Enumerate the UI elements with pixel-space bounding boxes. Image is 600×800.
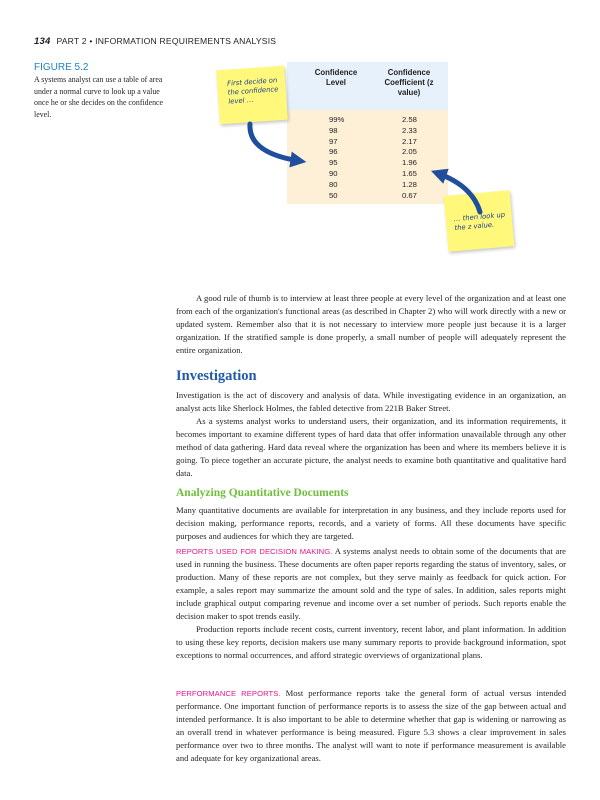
table-body bbox=[287, 115, 448, 201]
column-header-confidence-level: Confidence Level bbox=[314, 68, 358, 87]
table-cell: 99% bbox=[329, 115, 345, 124]
paragraph-interview-rule: A good rule of thumb is to interview at least three people at every level of the organization and at least one from each of the organization's functional areas (as described in Chapter 2) who will work directly with a new or updated system. Remember also that it is not necessary to interview more people just because it is a larger organization. If the stratified sample is done properly, a small number of people will adequately represent the entire organization. bbox=[176, 293, 566, 356]
table-cell: 0.67 bbox=[402, 190, 417, 200]
table-cell: 80 bbox=[329, 179, 338, 189]
paragraph-decision-reports-text: A systems analyst needs to obtain some of the documents that are used in running the business. These documents are often paper reports regarding the status of inventory, sales, or production. Many of these reports are not complex, but they serve mainly as feedback for quick action. For example, a sales report may summarize the amount sold and the type of sales. In addition, sales reports might include graphical output comparing revenue and income over a set number of periods. Such reports enable the decision maker to spot trends easily. bbox=[176, 546, 566, 622]
table-cell: 97 bbox=[329, 136, 338, 146]
table-row bbox=[287, 180, 448, 191]
table-cell: 98 bbox=[329, 125, 338, 135]
table-cell: 96 bbox=[329, 147, 338, 157]
run-in-heading-decision-reports: REPORTS USED FOR DECISION MAKING. bbox=[176, 547, 333, 556]
paragraph-decision-reports bbox=[176, 545, 566, 623]
section-performance-reports bbox=[176, 687, 566, 765]
section-investigation bbox=[176, 389, 566, 480]
confidence-table bbox=[287, 62, 448, 204]
figure-caption: A systems analyst can use a table of area under a normal curve to look up a value once he or she decides on the confidence level. bbox=[34, 75, 164, 120]
table-cell: 1.28 bbox=[402, 179, 417, 189]
table-cell: 1.96 bbox=[402, 158, 417, 168]
table-header bbox=[287, 62, 448, 110]
sticky-note-first-text: First decide on the confidence level … bbox=[226, 76, 279, 106]
table-cell: 95 bbox=[329, 158, 338, 168]
table-row bbox=[287, 191, 448, 202]
table-cell: 50 bbox=[329, 190, 338, 200]
page-number: 134 bbox=[34, 36, 51, 47]
table-cell: 2.33 bbox=[402, 125, 417, 135]
running-head bbox=[34, 36, 276, 47]
sticky-note-first bbox=[216, 66, 288, 125]
section-decision-reports bbox=[176, 545, 566, 662]
table-row bbox=[287, 147, 448, 158]
paragraph-investigation-definition: Investigation is the act of discovery and analysis of data. While investigating evidence in an organization, an analyst acts like Sherlock Holmes, the fabled detective from 221B Baker Street. bbox=[176, 390, 566, 414]
table-row bbox=[287, 137, 448, 148]
table-cell: 2.17 bbox=[402, 136, 417, 146]
run-in-heading-performance-reports: PERFORMANCE REPORTS. bbox=[176, 689, 281, 698]
sticky-note-then bbox=[444, 190, 515, 252]
table-cell: 2.05 bbox=[402, 147, 417, 157]
table-row bbox=[287, 115, 448, 126]
heading-quantitative-documents: Analyzing Quantitative Documents bbox=[176, 487, 349, 499]
table-cell: 1.65 bbox=[402, 168, 417, 178]
column-header-confidence-coefficient: Confidence Coefficient (z value) bbox=[384, 68, 434, 97]
figure-label: FIGURE 5.2 bbox=[34, 62, 89, 73]
part-title: PART 2 • INFORMATION REQUIREMENTS ANALYSIS bbox=[56, 36, 277, 46]
paragraph-hard-data: As a systems analyst works to understand users, their organization, and its information requirements, it becomes important to examine different types of hard data that offer information unavailable through any other method of data gathering. Hard data reveal where the organization has been and where its members believe it is going. To piece together an accurate picture, the analyst needs to examine both quantitative and qualitative hard data. bbox=[176, 416, 566, 479]
table-cell: 90 bbox=[329, 168, 338, 178]
table-cell: 2.58 bbox=[402, 115, 417, 124]
paragraph-performance-reports-text: Most performance reports take the general form of actual versus intended performance. One important function of performance reports is to assess the size of the gap between actual and intended performance. It is also important to be able to determine whether that gap is widening or narrowing as an overall trend in whatever performance is being measured. Figure 5.3 shows a clear improvement in sales performance over two to three months. The analyst will want to note if performance measurement is available and adequate for key organizational areas. bbox=[176, 688, 567, 764]
paragraph-production-reports: Production reports include recent costs, current inventory, recent labor, and plant information. In addition to using these key reports, decision makers use many summary reports to provide background information, spot exceptions to normal occurrences, and afford strategic overviews of organizational plans. bbox=[176, 624, 566, 661]
heading-investigation: Investigation bbox=[176, 368, 257, 384]
table-row bbox=[287, 169, 448, 180]
table-row bbox=[287, 158, 448, 169]
paragraph-quantitative-documents: Many quantitative documents are available for interpretation in any business, and they include reports used for decision making, performance reports, records, and a variety of forms. All these documents have specific purposes and audiences for which they are targeted. bbox=[176, 505, 566, 542]
table-row bbox=[287, 126, 448, 137]
paragraph-performance-reports bbox=[176, 687, 566, 765]
sticky-note-then-text: … then look up the z value. bbox=[453, 210, 506, 233]
